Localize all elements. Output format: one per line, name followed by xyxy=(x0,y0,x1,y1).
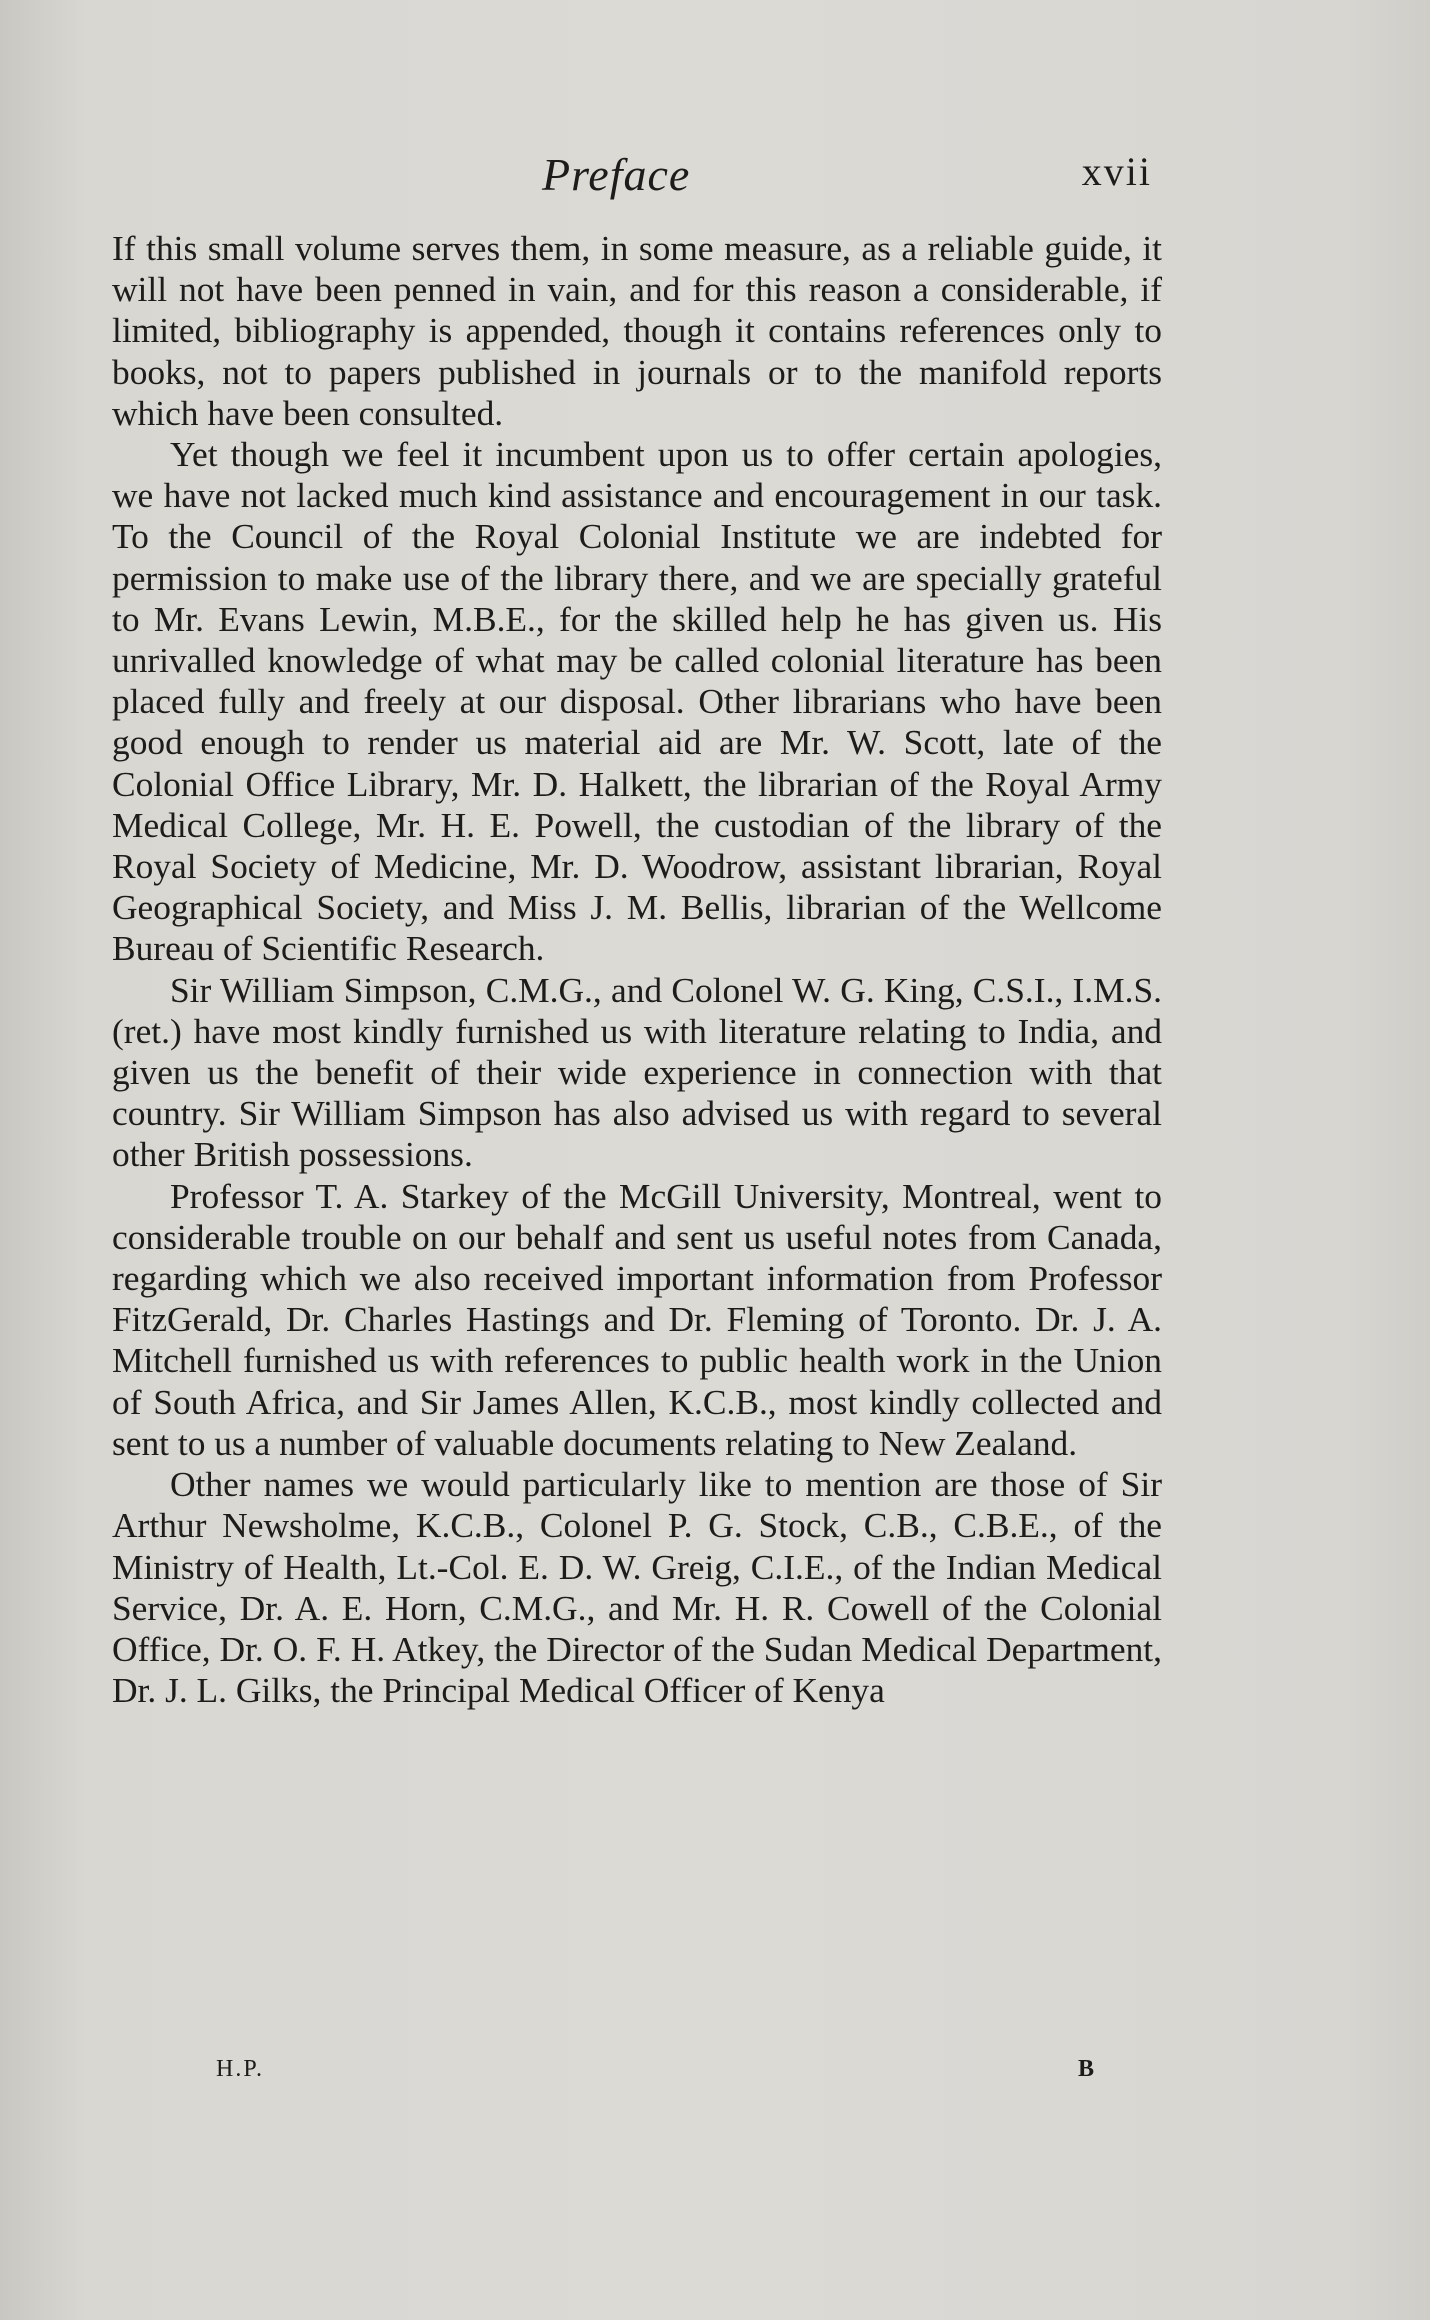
page-number: xvii xyxy=(1081,149,1152,194)
paragraph-3: Sir William Simpson, C.M.G., and Colonel W. G. King, C.S.I., I.M.S. (ret.) have most kindly furnished us with literature relating to India, and given us the benefit of their wide experience in connection with that country. Sir William Simpson has also advised us with regard to several other British possessions. xyxy=(112,969,1162,1175)
paragraph-5: Other names we would particularly like to mention are those of Sir Arthur Newsholme, K.C.B., Colonel P. G. Stock, C.B., C.B.E., of the Ministry of Health, Lt.-Col. E. D. W. Greig, C.I.E., of the Indian Medical Service, Dr. A. E. Horn, C.M.G., and Mr. H. R. Cowell of the Colonial Office, Dr. O. F. H. Atkey, the Director of the Sudan Medical Department, Dr. J. L. Gilks, the Principal Medical Officer of Kenya xyxy=(112,1464,1162,1711)
running-head-title: Preface xyxy=(542,149,691,200)
paragraph-1: If this small volume serves them, in some measure, as a reliable guide, it will not have been penned in vain, and for this reason a considerable, if limited, bibliography is appended, though it contains references only to books, not to papers published in journals or to the manifold reports which have been consulted. xyxy=(112,228,1162,433)
running-head xyxy=(112,148,1152,208)
paragraph-4: Professor T. A. Starkey of the McGill University, Montreal, went to considerable trouble on our behalf and sent us useful notes from Canada, regarding which we also received important information from Professor FitzGerald, Dr. Charles Hastings and Dr. Fleming of Toronto. Dr. J. A. Mitchell furnished us with references to public health work in the Union of South Africa, and Sir James Allen, K.C.B., most kindly collected and sent to us a number of valuable documents relating to New Zealand. xyxy=(112,1175,1162,1463)
paragraph-2: Yet though we feel it incumbent upon us to offer certain apologies, we have not lacked much kind assistance and encouragement in our task. To the Council of the Royal Colonial Institute we are indebted for permission to make use of the library there, and we are specially grateful to Mr. Evans Lewin, M.B.E., for the skilled help he has given us. His unrivalled knowledge of what may be called colonial literature has been placed fully and freely at our disposal. Other librarians who have been good enough to render us material aid are Mr. W. Scott, late of the Colonial Office Library, Mr. D. Halkett, the librarian of the Royal Army Medical College, Mr. H. E. Powell, the custodian of the library of the Royal Society of Medicine, Mr. D. Woodrow, assistant librarian, Royal Geographical Society, and Miss J. M. Bellis, librarian of the Wellcome Bureau of Scientific Research. xyxy=(112,434,1162,969)
signature-line xyxy=(112,2056,1162,2096)
body-text xyxy=(112,228,1162,1711)
signature-mark-left: H.P. xyxy=(216,2056,265,2082)
signature-mark-right: B xyxy=(1078,2056,1097,2082)
